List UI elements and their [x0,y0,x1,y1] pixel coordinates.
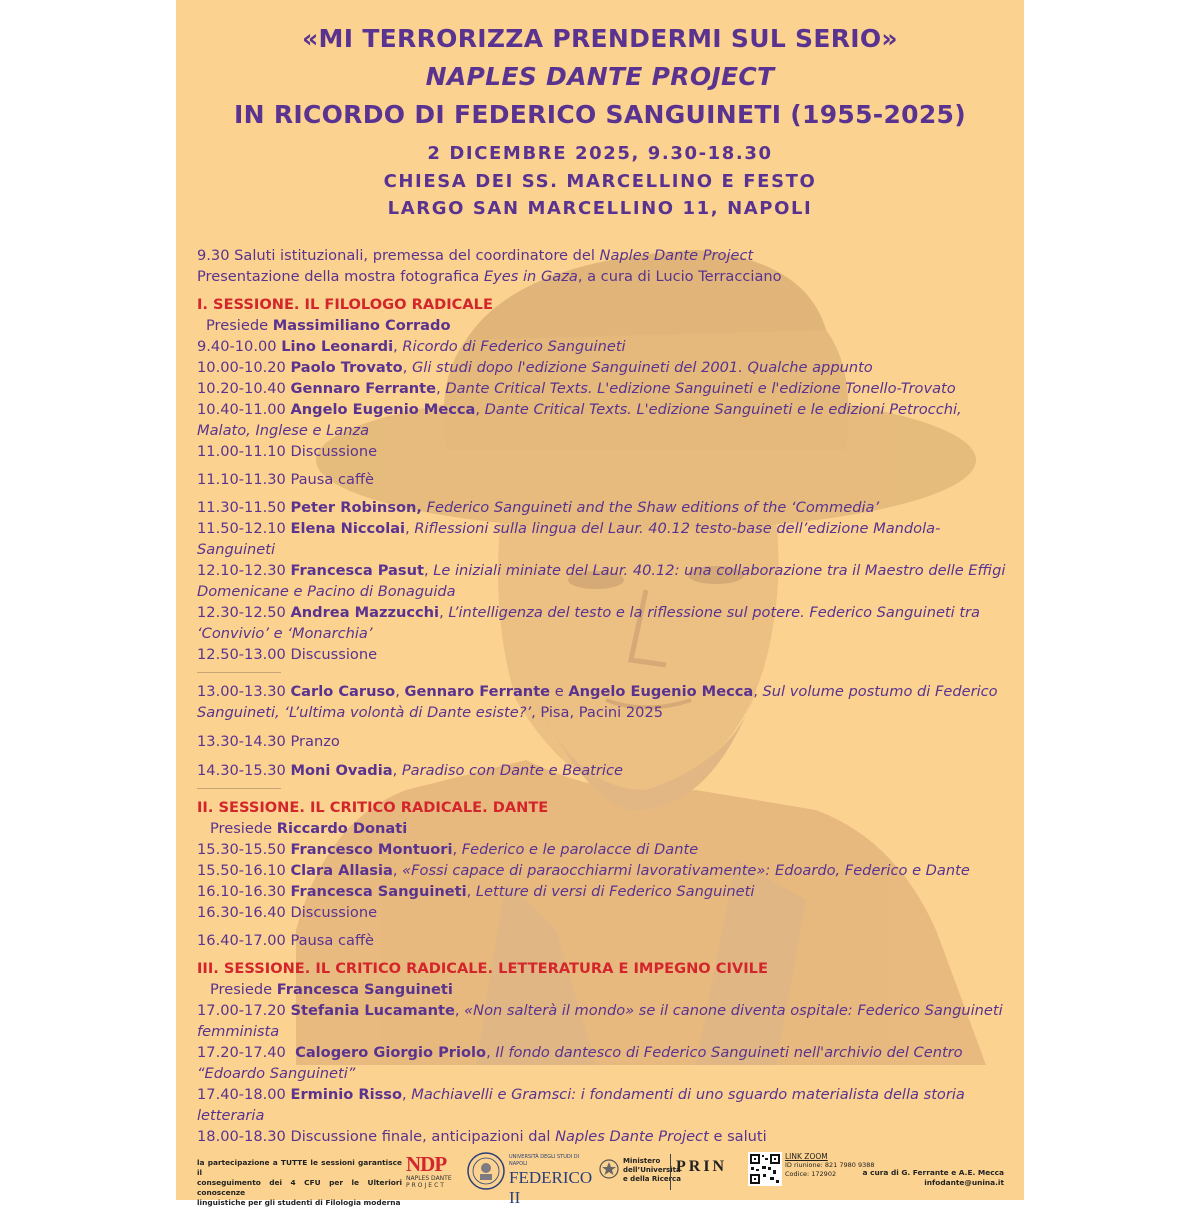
qr-code-icon[interactable] [748,1152,782,1186]
program-item: 10.40-11.00 Angelo Eugenio Mecca, Dante Critical Texts. L'edizione Sanguineti e le edizioni Petrocchi, [197,401,962,418]
program-item-continued: letteraria [197,1107,265,1124]
program-item: 16.10-16.30 Francesca Sanguineti, Letture di versi di Federico Sanguineti [197,883,755,900]
event-date: 2 DICEMBRE 2025, 9.30-18.30 [427,143,773,164]
program-item: 12.30-12.50 Andrea Mazzucchi, L’intelligenza del testo e la riflessione sul potere. Federico Sanguineti tra [197,604,980,621]
zoom-link[interactable]: LINK ZOOM [785,1152,828,1161]
program-item: 17.40-18.00 Erminio Risso, Machiavelli e Gramsci: i fondamenti di uno sguardo materialista della storia [197,1086,965,1103]
separator [670,1154,671,1190]
program-item: 12.10-12.30 Francesca Pasut, Le iniziali miniate del Laur. 40.12: una collaborazione tra il Maestro delle Effigi [197,562,1006,579]
program-item: Presentazione della mostra fotografica Eyes in Gaza, a cura di Lucio Terracciano [197,268,782,285]
event-title: «MI TERRORIZZA PRENDERMI SUL SERIO» [302,24,898,53]
credits: a cura di G. Ferrante e A.E. Mecca infodante@unina.it [856,1168,1004,1188]
program-item: 10.20-10.40 Gennaro Ferrante, Dante Critical Texts. L'edizione Sanguineti e l'edizione Tonello-Trovato [197,380,956,397]
program-item: 17.20-17.40 Calogero Giorgio Priolo, Il fondo dantesco di Federico Sanguineti nell'archivio del Centro [197,1044,963,1061]
ndp-logo: NDP NAPLES DANTE PROJECT [406,1152,452,1189]
coffee-break: 11.10-11.30 Pausa caffè [197,471,374,488]
program-item: 18.00-18.30 Discussione finale, anticipazioni dal Naples Dante Project e saluti [197,1128,767,1145]
program-item: 11.50-12.10 Elena Niccolai, Riflessioni sulla lingua del Laur. 40.12 testo-base dell’edizione Mandola-Sanguineti [197,520,941,558]
session-1-chair: Presiede Massimiliano Corrado [206,317,451,334]
ministry-name: Ministero dell’Università e della Ricerca [623,1157,681,1183]
program-item: 9.30 Saluti istituzionali, premessa del coordinatore del Naples Dante Project [197,247,754,264]
university-name: UNIVERSITÀ DEGLI STUDI DI NAPOLI FEDERICO II [509,1154,593,1207]
poster [176,0,1024,1207]
program-item-continued: Sanguineti, ‘L’ultima volontà di Dante esiste?’, Pisa, Pacini 2025 [197,704,664,721]
program-item-continued: femminista [197,1023,280,1040]
lunch-break: 13.30-14.30 Pranzo [197,733,340,750]
program-item: 15.30-15.50 Francesco Montuori, Federico e le parolacce di Dante [197,841,699,858]
program-item-continued: ‘Convivio’ e ‘Monarchia’ [197,625,373,642]
program-item-continued: Malato, Inglese e Lanza [197,422,370,439]
program-item: 10.00-10.20 Paolo Trovato, Gli studi dopo l'edizione Sanguineti del 2001. Qualche appunto [197,359,873,376]
program-item-continued: “Edoardo Sanguineti” [197,1065,356,1082]
divider [197,788,281,789]
session-2-title: II. SESSIONE. IL CRITICO RADICALE. DANTE [197,799,549,816]
program-item: 14.30-15.30 Moni Ovadia, Paradiso con Dante e Beatrice [197,762,623,779]
session-1-title: I. SESSIONE. IL FILOLOGO RADICALE [197,296,493,313]
divider [197,672,281,673]
program-item: 9.40-10.00 Lino Leonardi, Ricordo di Federico Sanguineti [197,338,626,355]
session-2-chair: Presiede Riccardo Donati [210,820,408,837]
program-item: 15.50-16.10 Clara Allasia, «Fossi capace di paraocchiarmi lavorativamente»: Edoardo, Federico e Dante [197,862,970,879]
program-item-continued: Domenicane e Pacino di Bonaguida [197,583,456,600]
session-3-chair: Presiede Francesca Sanguineti [210,981,453,998]
session-3-title: III. SESSIONE. IL CRITICO RADICALE. LETTERATURA E IMPEGNO CIVILE [197,960,768,977]
zoom-info: LINK ZOOM ID riunione: 821 7980 9388 Codice: 172902 [785,1152,875,1178]
project-name: NAPLES DANTE PROJECT [425,62,775,91]
event-address: LARGO SAN MARCELLINO 11, NAPOLI [387,198,813,219]
prin-logo: PRIN [676,1158,728,1175]
program-item: 17.00-17.20 Stefania Lucamante, «Non salterà il mondo» se il canone diventa ospitale: Federico Sanguineti [197,1002,1003,1019]
program-item: 11.00-11.10 Discussione [197,443,378,460]
memorial-subtitle: IN RICORDO DI FEDERICO SANGUINETI (1955-2025) [234,100,966,129]
republic-emblem-icon [598,1158,620,1182]
program [197,245,1017,1147]
contact-email[interactable]: infodante@unina.it [924,1178,1004,1187]
cfu-note: la partecipazione a TUTTE le sessioni garantisce il conseguimento dei 4 CFU per le Ulteriori conoscenze linguistiche per gli studenti di Filologia moderna [197,1158,402,1207]
university-seal-icon [466,1151,506,1191]
program-item: 11.30-11.50 Peter Robinson, Federico Sanguineti and the Shaw editions of the ‘Commedia’ [197,499,880,516]
footer [176,1150,1024,1207]
program-item: 12.50-13.00 Discussione [197,646,378,663]
event-venue: CHIESA DEI SS. MARCELLINO E FESTO [383,171,817,192]
program-item: 16.30-16.40 Discussione [197,904,378,921]
program-item: 13.00-13.30 Carlo Caruso, Gennaro Ferrante e Angelo Eugenio Mecca, Sul volume postumo di Federico [197,683,998,700]
coffee-break: 16.40-17.00 Pausa caffè [197,932,374,949]
